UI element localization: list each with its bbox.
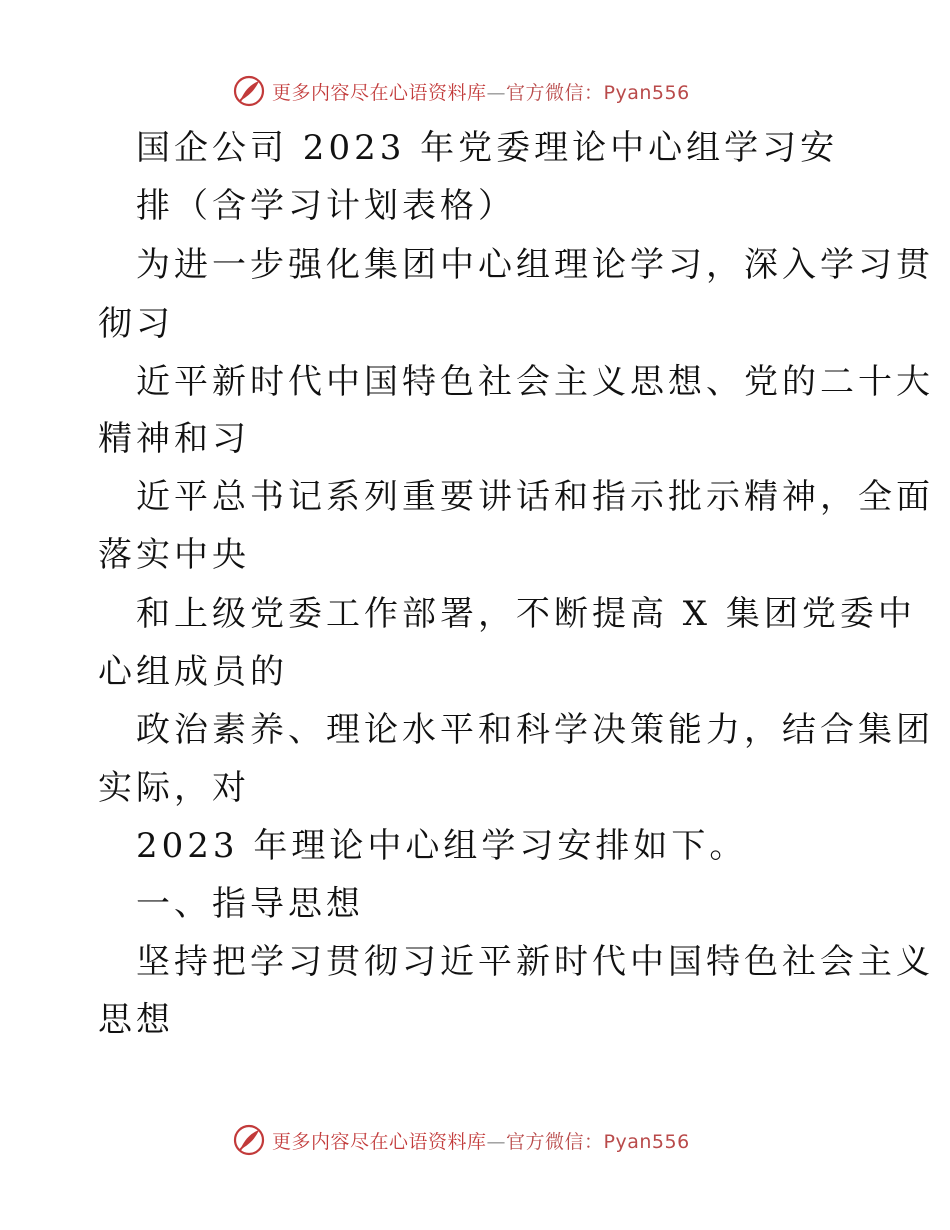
paragraph-line: 落实中央 bbox=[98, 535, 250, 575]
document-title-line-1: 国企公司 2023 年党委理论中心组学习安 bbox=[136, 128, 839, 168]
section-heading: 一、指导思想 bbox=[136, 884, 364, 924]
paragraph-line: 近平新时代中国特色社会主义思想、党的二十大 bbox=[136, 362, 934, 402]
paragraph-line: 和上级党委工作部署，不断提高 X 集团党委中 bbox=[136, 594, 916, 634]
paragraph-line: 心组成员的 bbox=[98, 652, 288, 692]
paragraph-line: 精神和习 bbox=[98, 419, 250, 459]
paragraph-line: 近平总书记系列重要讲话和指示批示精神，全面 bbox=[136, 477, 934, 517]
watermark-text: 更多内容尽在心语资料库—官方微信：Pyan556 bbox=[272, 1130, 690, 1153]
paragraph-line: 思想 bbox=[98, 1000, 174, 1040]
paragraph-line: 2023 年理论中心组学习安排如下。 bbox=[136, 826, 748, 866]
paragraph-line: 政治素养、理论水平和科学决策能力，结合集团 bbox=[136, 710, 934, 750]
paragraph-line: 为进一步强化集团中心组理论学习，深入学习贯 bbox=[136, 245, 934, 285]
paragraph-line: 坚持把学习贯彻习近平新时代中国特色社会主义 bbox=[136, 942, 934, 982]
feather-pen-logo-icon bbox=[232, 1123, 266, 1157]
document-title-line-2: 排（含学习计划表格） bbox=[136, 186, 516, 226]
watermark-text: 更多内容尽在心语资料库—官方微信：Pyan556 bbox=[272, 81, 690, 104]
paragraph-line: 彻习 bbox=[98, 304, 174, 344]
watermark-banner-bottom bbox=[232, 1122, 690, 1158]
paragraph-line: 实际，对 bbox=[98, 768, 250, 808]
